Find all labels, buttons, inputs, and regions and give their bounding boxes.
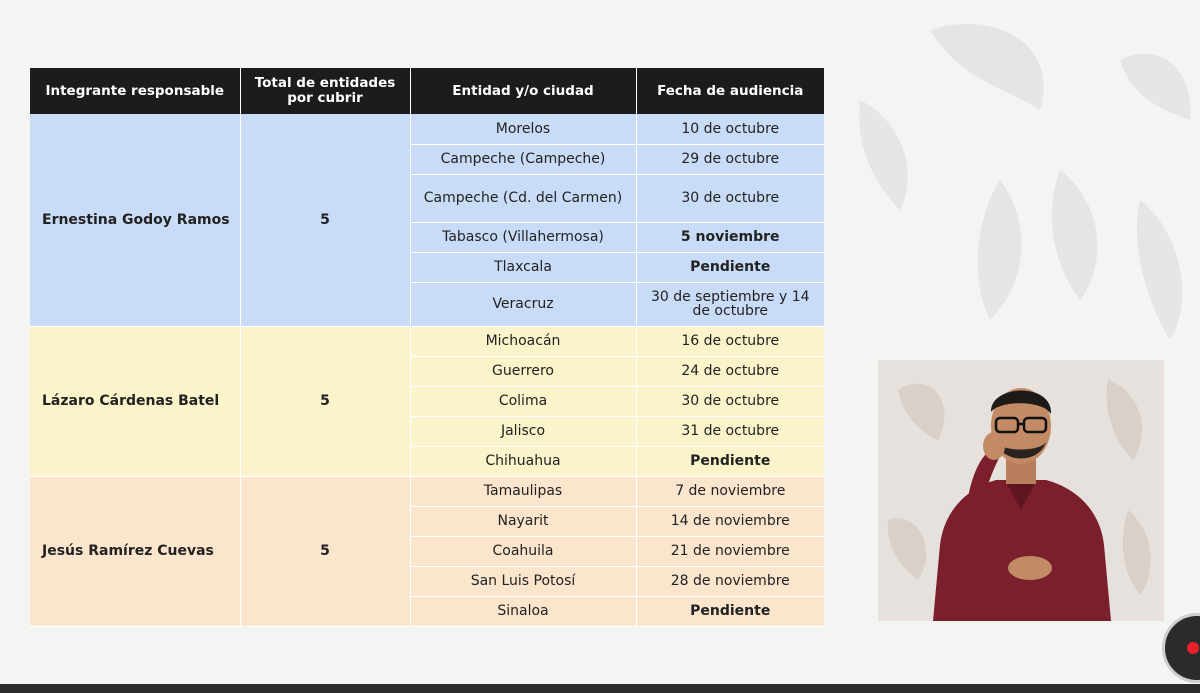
date-cell: Pendiente <box>636 446 824 476</box>
entity-cell: Veracruz <box>410 282 636 326</box>
date-cell: 7 de noviembre <box>636 476 824 506</box>
member-name: Ernestina Godoy Ramos <box>30 114 240 326</box>
bottom-bar <box>0 684 1200 693</box>
date-cell: 5 noviembre <box>636 222 824 252</box>
table-row <box>30 476 824 506</box>
date-cell: Pendiente <box>636 252 824 282</box>
table-header-row <box>30 68 824 114</box>
entity-cell: Campeche (Cd. del Carmen) <box>410 174 636 222</box>
entity-cell: Tamaulipas <box>410 476 636 506</box>
entity-total: 5 <box>240 114 410 326</box>
date-cell: 24 de octubre <box>636 356 824 386</box>
live-indicator-button[interactable] <box>1162 613 1200 683</box>
live-indicator-icon <box>1187 642 1199 654</box>
entity-cell: Colima <box>410 386 636 416</box>
date-cell: 14 de noviembre <box>636 506 824 536</box>
entity-cell: Morelos <box>410 114 636 144</box>
date-cell: 10 de octubre <box>636 114 824 144</box>
header-date: Fecha de audiencia <box>636 68 824 114</box>
entity-cell: Tlaxcala <box>410 252 636 282</box>
entity-cell: Coahuila <box>410 536 636 566</box>
date-cell: 30 de octubre <box>636 174 824 222</box>
entity-cell: Sinaloa <box>410 596 636 626</box>
date-cell: 28 de noviembre <box>636 566 824 596</box>
table-row <box>30 326 824 356</box>
header-total: Total de entidades por cubrir <box>240 68 410 114</box>
interpreter-video <box>878 360 1164 621</box>
date-cell: 31 de octubre <box>636 416 824 446</box>
table-row <box>30 114 824 144</box>
date-cell: 29 de octubre <box>636 144 824 174</box>
entity-cell: Chihuahua <box>410 446 636 476</box>
entity-total: 5 <box>240 326 410 476</box>
entity-cell: Nayarit <box>410 506 636 536</box>
entity-cell: Guerrero <box>410 356 636 386</box>
entity-cell: Campeche (Campeche) <box>410 144 636 174</box>
entity-cell: Tabasco (Villahermosa) <box>410 222 636 252</box>
sign-language-interpreter-icon <box>878 360 1164 621</box>
date-cell: 30 de octubre <box>636 386 824 416</box>
date-cell: 30 de septiembre y 14 de octubre <box>636 282 824 326</box>
header-member: Integrante responsable <box>30 68 240 114</box>
entity-total: 5 <box>240 476 410 626</box>
entity-cell: San Luis Potosí <box>410 566 636 596</box>
member-name: Lázaro Cárdenas Batel <box>30 326 240 476</box>
entity-cell: Jalisco <box>410 416 636 446</box>
header-entity: Entidad y/o ciudad <box>410 68 636 114</box>
member-name: Jesús Ramírez Cuevas <box>30 476 240 626</box>
hearing-schedule-table <box>30 68 824 627</box>
date-cell: 16 de octubre <box>636 326 824 356</box>
date-cell: Pendiente <box>636 596 824 626</box>
entity-cell: Michoacán <box>410 326 636 356</box>
date-cell: 21 de noviembre <box>636 536 824 566</box>
